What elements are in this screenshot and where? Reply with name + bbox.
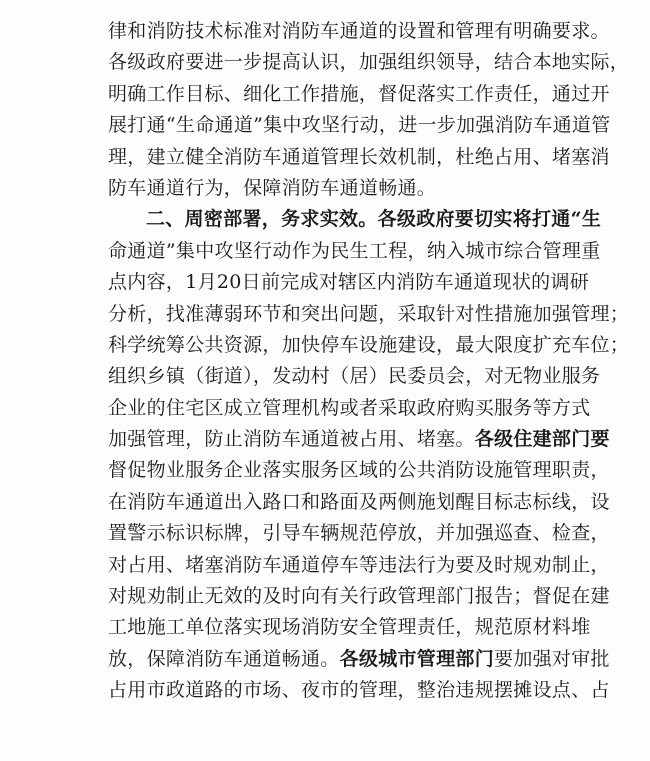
bold-text-run: 各级城市管理部门 [339, 647, 495, 670]
text-run: 放，保障消防车通道畅通。 [108, 647, 340, 670]
text-run: 对占用、堵塞消防车通道停车等违法行为要及时规劝制止， [108, 553, 610, 576]
text-line [108, 173, 580, 204]
text-run: 展打通“生命通道”集中攻坚行动，进一步加强消防车通道管 [108, 114, 611, 137]
text-line [108, 518, 610, 549]
text-run: 防车通道行为，保障消防车通道畅通。 [108, 176, 437, 199]
text-run: 律和消防技术标准对消防车通道的设置和管理有明确要求。 [108, 20, 610, 42]
text-line [108, 675, 610, 706]
text-run: 点内容，1月20日前完成对辖区内消防车通道现状的调研 [108, 271, 590, 294]
text-run: 分析，找准薄弱环节和突出问题，采取针对性措施加强管理； [108, 302, 630, 325]
text-run: 加强管理，防止消防车通道被占用、堵塞。 [108, 428, 475, 451]
document-body [108, 16, 630, 707]
text-line [108, 79, 610, 110]
text-line [108, 455, 610, 486]
text-run: 企业的住宅区成立管理机构或者采取政府购买服务等方式 [108, 396, 591, 419]
text-line [108, 16, 610, 47]
text-line [108, 330, 630, 361]
text-run: 科学统筹公共资源，加快停车设施建设，最大限度扩充车位； [108, 333, 630, 356]
text-run: 组织乡镇（街道），发动村（居）民委员会，对无物业服务 [108, 365, 601, 388]
text-line [108, 110, 611, 141]
text-line [108, 299, 630, 330]
text-line [108, 236, 601, 267]
section-heading-line [108, 204, 602, 235]
text-line [108, 581, 610, 612]
text-run: 命通道”集中攻坚行动作为民生工程，纳入城市综合管理重 [108, 239, 601, 262]
text-line [108, 550, 610, 581]
text-line [108, 267, 590, 298]
text-run: 督促物业服务企业落实服务区域的公共消防设施管理职责， [108, 459, 610, 482]
text-line [108, 644, 610, 675]
text-run: 对规劝制止无效的及时向有关行政管理部门报告；督促在建 [108, 585, 610, 608]
text-line [108, 424, 610, 455]
text-line [108, 361, 601, 392]
text-line [108, 612, 591, 643]
bold-text-run: 各级政府要切实将打通“生 [377, 208, 602, 231]
text-run: 各级政府要进一步提高认识，加强组织领导，结合本地实际， [108, 51, 630, 74]
text-run: 理，建立健全消防车通道管理长效机制，杜绝占用、堵塞消 [108, 145, 610, 168]
text-run: 工地施工单位落实现场消防安全管理责任，规范原材料堆 [108, 616, 591, 639]
text-line [108, 487, 610, 518]
bold-text-run: 各级住建部门要 [474, 428, 610, 451]
section-heading: 二、周密部署，务求实效。 [146, 208, 378, 231]
text-run: 明确工作目标、细化工作措施，督促落实工作责任，通过开 [108, 82, 610, 105]
text-line [108, 393, 591, 424]
text-line [108, 47, 630, 78]
text-run: 占用市政道路的市场、夜市的管理，整治违规摆摊设点、占 [108, 679, 610, 702]
text-line [108, 142, 610, 173]
text-run: 置警示标识标牌，引导车辆规范停放，并加强巡查、检查， [108, 522, 610, 545]
text-run: 在消防车通道出入路口和路面及两侧施划醒目标志标线，设 [108, 490, 610, 513]
text-run: 要加强对审批 [494, 647, 610, 670]
